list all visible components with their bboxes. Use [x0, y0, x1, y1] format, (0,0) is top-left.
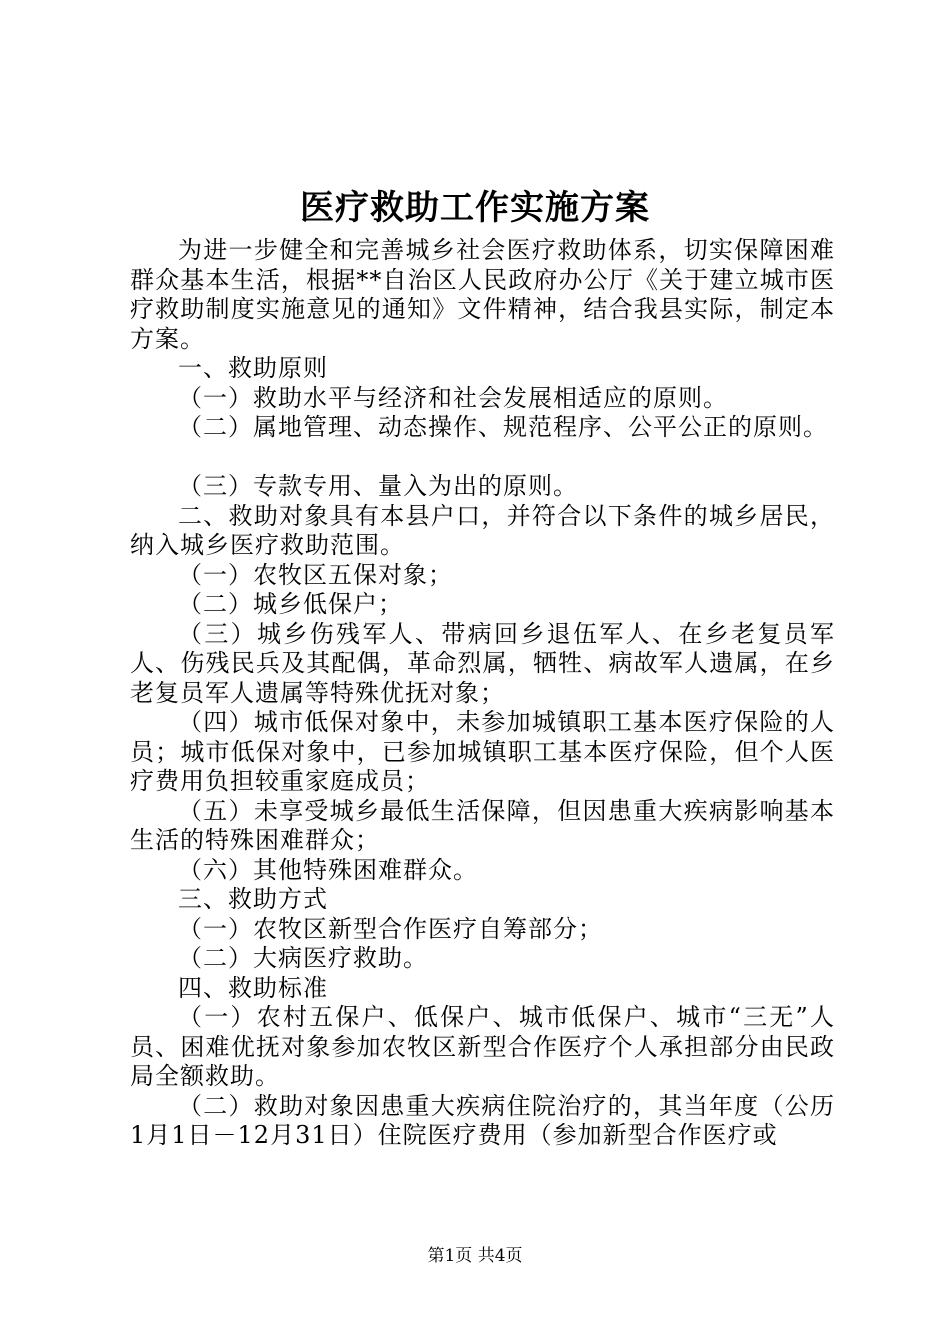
principle-item-2: （二）属地管理、动态操作、规范程序、公平公正的原则。	[178, 413, 828, 441]
section-heading-principles: 一、救助原则	[178, 354, 328, 382]
section-heading-methods: 三、救助方式	[178, 885, 328, 913]
method-item-2: （二）大病医疗救助。	[178, 944, 428, 972]
section-heading-recipients: 二、救助对象具有本县户口，并符合以下条件的城乡居民，纳入城乡医疗救助范围。	[130, 501, 835, 559]
recipient-item-6: （六）其他特殊困难群众。	[178, 855, 478, 884]
recipient-item-5: （五）未享受城乡最低生活保障，但因患重大疾病影响基本生活的特殊困难群众；	[130, 796, 835, 854]
method-item-1: （一）农牧区新型合作医疗自筹部分；	[178, 914, 603, 943]
recipient-item-3: （三）城乡伤残军人、带病回乡退伍军人、在乡老复员军人、伤残民兵及其配偶，革命烈属，牺牲、病故军人遗属，在乡老复员军人遗属等特殊优抚对象；	[130, 619, 835, 707]
page-footer: 第1页 共4页	[427, 1246, 523, 1266]
principle-item-1: （一）救助水平与经济和社会发展相适应的原则。	[178, 383, 728, 412]
document-body	[130, 236, 835, 1151]
principle-item-3: （三）专款专用、量入为出的原则。	[178, 472, 578, 500]
recipient-item-1: （一）农牧区五保对象；	[178, 560, 453, 589]
recipient-item-2: （二）城乡低保户；	[178, 590, 403, 618]
intro-paragraph: 为进一步健全和完善城乡社会医疗救助体系，切实保障困难群众基本生活，根据**自治区人民政府办公厅《关于建立城市医疗救助制度实施意见的通知》文件精神，结合我县实际，制定本方案。	[130, 236, 835, 353]
standard-item-2: （二）救助对象因患重大疾病住院治疗的，其当年度（公历1月1日－12月31日）住院医疗费用（参加新型合作医疗或	[130, 1091, 835, 1149]
document-title: 医疗救助工作实施方案	[300, 188, 650, 228]
recipient-item-4: （四）城市低保对象中，未参加城镇职工基本医疗保险的人员；城市低保对象中，已参加城镇职工基本医疗保险，但个人医疗费用负担较重家庭成员；	[130, 708, 835, 795]
section-heading-standards: 四、救助标准	[178, 973, 328, 1002]
standard-item-1: （一）农村五保户、低保户、城市低保户、城市“三无”人员、困难优抚对象参加农牧区新型合作医疗个人承担部分由民政局全额救助。	[130, 1003, 835, 1090]
